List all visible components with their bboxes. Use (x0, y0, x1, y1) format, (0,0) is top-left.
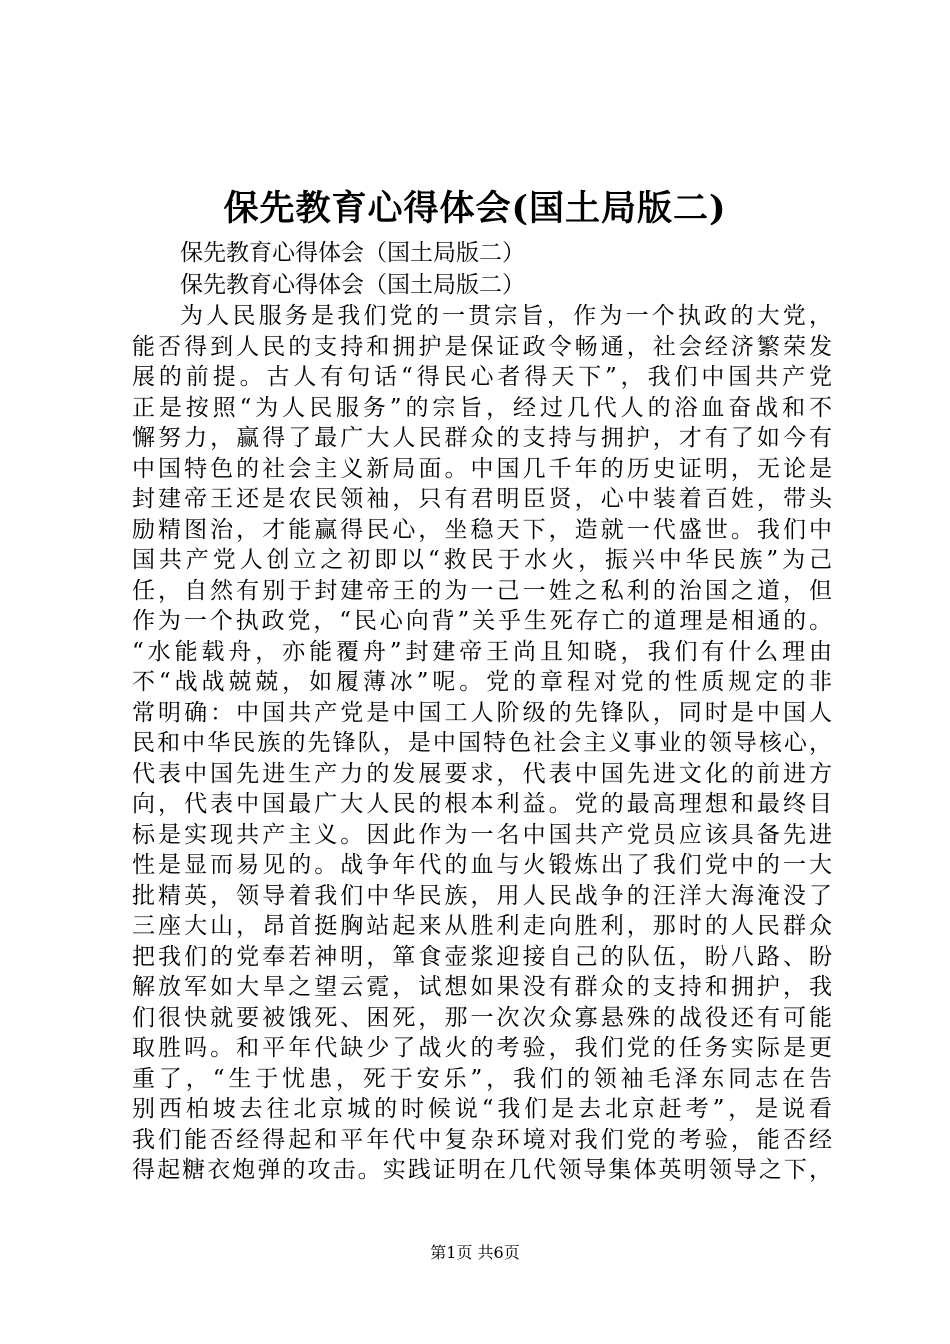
body-line: 代表中国先进生产力的发展要求，代表中国先进文化的前进方 (132, 760, 832, 787)
body-line: 不“战战兢兢，如履薄冰”呢。党的章程对党的性质规定的非 (132, 669, 832, 695)
body-line: 励精图治，才能赢得民心，坐稳天下，造就一代盛世。我们中 (132, 516, 832, 543)
body-line: 们很快就要被饿死、困死，那一次次众寡悬殊的战役还有可能 (132, 1004, 832, 1031)
body-line: 取胜吗。和平年代缺少了战火的考验，我们党的任务实际是更 (132, 1035, 832, 1061)
body-line: 把我们的党奉若神明，箪食壶浆迎接自己的队伍，盼八路、盼 (132, 943, 832, 970)
body-line: 三座大山，昂首挺胸站起来从胜利走向胜利，那时的人民群众 (132, 913, 832, 939)
body-line: 正是按照“为人民服务”的宗旨，经过几代人的浴血奋战和不 (132, 394, 832, 421)
body-paragraph (132, 301, 832, 1186)
body-line: 为人民服务是我们党的一贯宗旨，作为一个执政的大党， (180, 303, 832, 329)
subtitle-line: 保先教育心得体会（国土局版二） (180, 272, 525, 298)
body-line: 民和中华民族的先锋队，是中国特色社会主义事业的领导核心， (132, 730, 832, 756)
body-line: 国共产党人创立之初即以“救民于水火，振兴中华民族”为己 (132, 547, 832, 573)
body-line: 任，自然有别于封建帝王的为一己一姓之私利的治国之道，但 (132, 577, 832, 604)
body-line: “水能载舟，亦能覆舟”封建帝王尚且知晓，我们有什么理由 (132, 638, 832, 665)
body-line: 中国特色的社会主义新局面。中国几千年的历史证明，无论是 (132, 455, 832, 482)
body-line: 向，代表中国最广大人民的根本利益。党的最高理想和最终目 (132, 791, 832, 817)
body-line: 标是实现共产主义。因此作为一名中国共产党员应该具备先进 (132, 821, 832, 848)
body-line: 批精英，领导着我们中华民族，用人民战争的汪洋大海淹没了 (132, 882, 832, 909)
document-title: 保先教育心得体会(国土局版二) (223, 188, 727, 229)
body-line: 别西柏坡去往北京城的时候说“我们是去北京赶考”，是说看 (132, 1096, 832, 1122)
page-footer: 第1页 共6页 (430, 1243, 520, 1262)
body-line: 重了，“生于忧患，死于安乐”，我们的领袖毛泽东同志在告 (132, 1065, 832, 1092)
body-line: 懈努力，赢得了最广大人民群众的支持与拥护，才有了如今有 (132, 425, 832, 451)
body-line: 我们能否经得起和平年代中复杂环境对我们党的考验，能否经 (132, 1126, 832, 1153)
body-line: 展的前提。古人有句话“得民心者得天下”，我们中国共产党 (132, 364, 832, 390)
body-line: 作为一个执政党，“民心向背”关乎生死存亡的道理是相通的。 (132, 608, 832, 634)
body-line: 封建帝王还是农民领袖，只有君明臣贤，心中装着百姓，带头 (132, 486, 832, 512)
body-line: 能否得到人民的支持和拥护是保证政令畅通，社会经济繁荣发 (132, 333, 832, 360)
body-line: 解放军如大旱之望云霓，试想如果没有群众的支持和拥护，我 (132, 974, 832, 1000)
body-line: 性是显而易见的。战争年代的血与火锻炼出了我们党中的一大 (132, 852, 832, 878)
body-line: 常明确：中国共产党是中国工人阶级的先锋队，同时是中国人 (132, 699, 832, 726)
body-line: 得起糖衣炮弹的攻击。实践证明在几代领导集体英明领导之下， (132, 1157, 832, 1183)
subtitle-line: 保先教育心得体会（国土局版二） (180, 240, 525, 266)
